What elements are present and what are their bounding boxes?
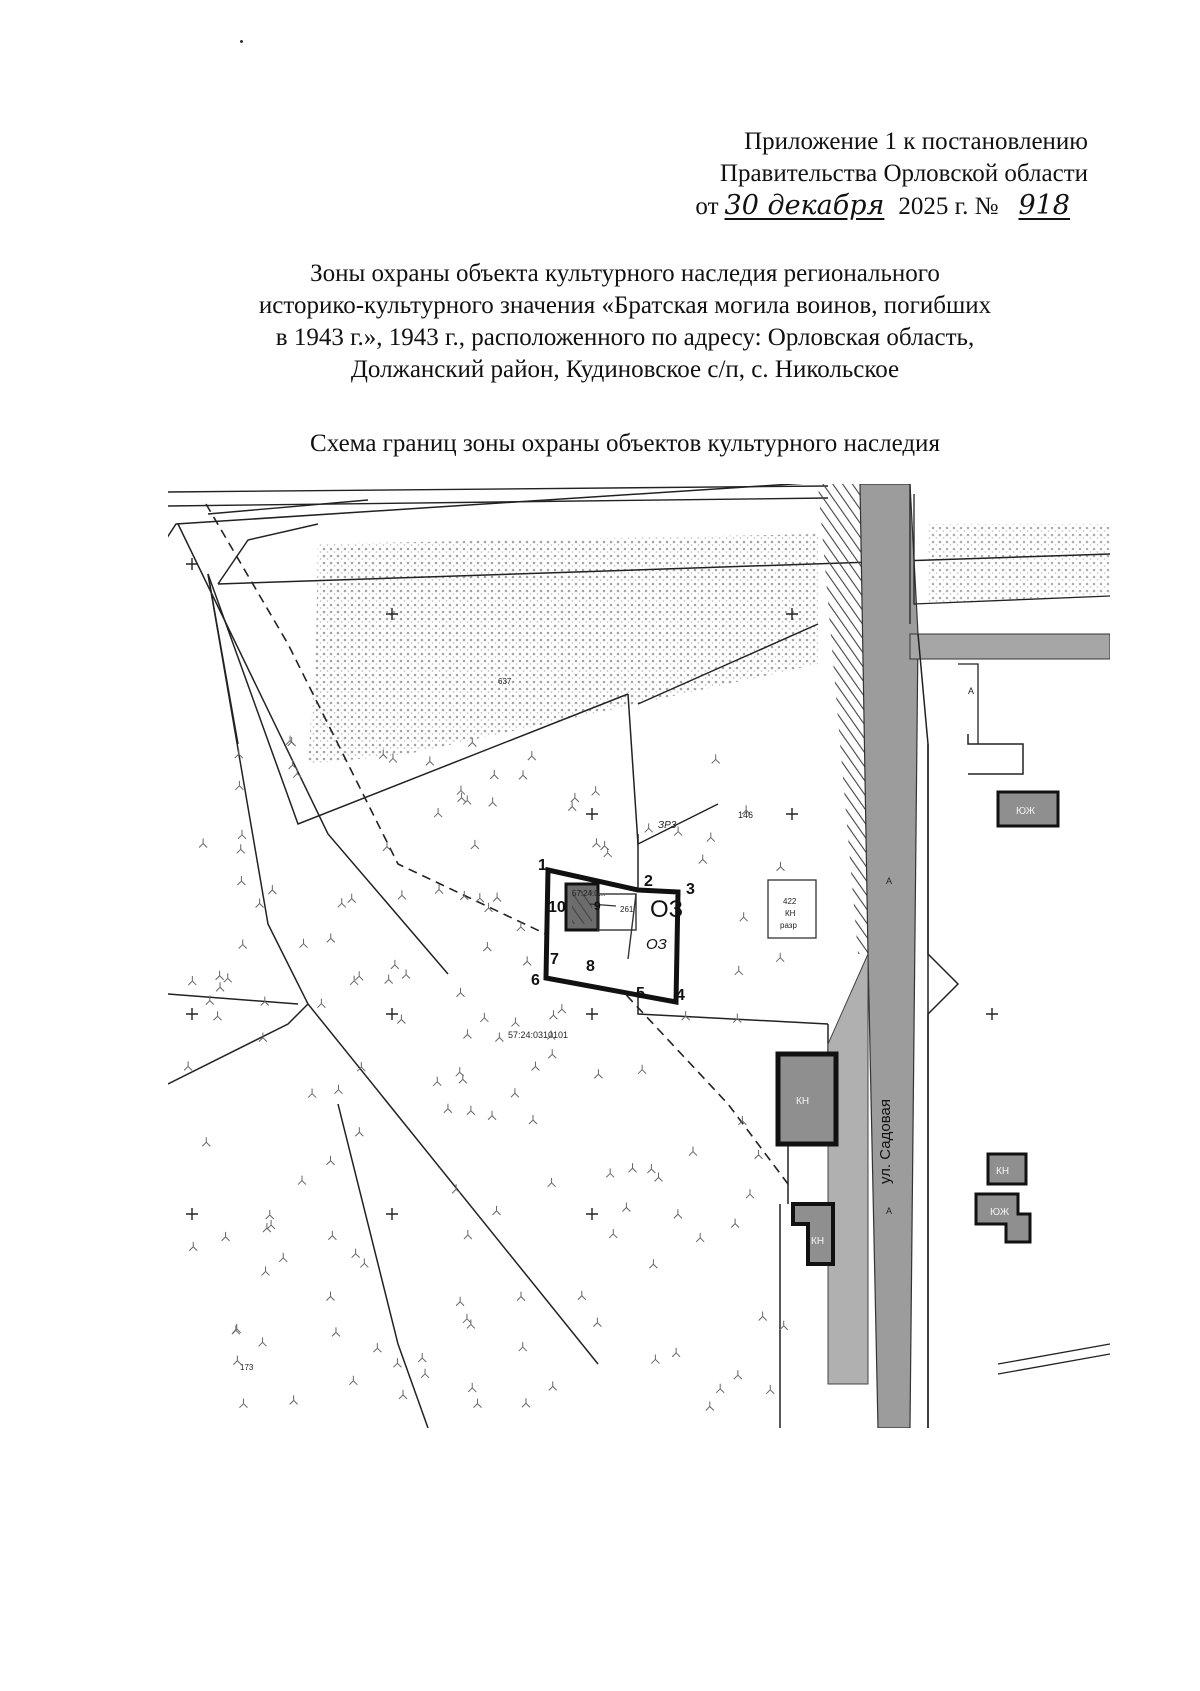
grass-mark: [706, 1402, 714, 1411]
title-line: Должанский район, Кудиновское с/п, с. Никольское: [350, 356, 900, 383]
boundary-map: [168, 484, 1110, 1428]
grass-mark: [433, 1077, 441, 1086]
street-label: ул. Садовая: [877, 1099, 894, 1184]
grass-mark: [647, 1164, 655, 1173]
point-1: 1: [538, 857, 547, 874]
grass-mark: [549, 1010, 557, 1019]
label-a-1: А: [886, 876, 893, 886]
grass-mark: [672, 1348, 680, 1357]
grass-mark: [263, 1223, 271, 1232]
grass-mark: [457, 988, 465, 997]
label-inner-cad: 57:24:0...: [572, 889, 606, 898]
shrub-area-right: [928, 524, 1110, 604]
grass-mark: [464, 1230, 472, 1239]
building-yuzh-right: [976, 792, 1058, 1242]
label-zr3: ЗР3: [658, 820, 677, 831]
grass-mark: [568, 802, 576, 811]
grass-mark: [214, 1011, 222, 1020]
grass-mark: [734, 1370, 742, 1379]
grass-mark: [262, 1266, 270, 1275]
grass-mark: [444, 1104, 452, 1113]
point-7: 7: [550, 951, 559, 968]
grass-mark: [398, 890, 406, 899]
grass-mark: [777, 862, 785, 871]
label-kn-1: КН: [796, 1096, 810, 1107]
grass-mark: [189, 1242, 197, 1251]
grass-mark: [740, 912, 748, 921]
grass-mark: [511, 1017, 519, 1026]
grass-mark: [489, 797, 497, 806]
handwritten-date: 30 декабря: [724, 190, 885, 221]
grass-mark: [549, 1381, 557, 1390]
grass-mark: [493, 893, 501, 902]
point-4: 4: [676, 987, 685, 1004]
title-line: в 1943 г.», 1943 г., расположенного по адресу: Орловская область,: [275, 324, 975, 351]
grass-mark: [558, 1004, 566, 1013]
point-10: 10: [548, 899, 566, 916]
grass-mark: [467, 1319, 475, 1328]
grass-mark: [355, 971, 363, 980]
annex-line-1: Приложение 1 к постановлению: [744, 128, 1088, 155]
grass-mark: [350, 976, 358, 985]
year-text: 2025 г. №: [898, 193, 999, 220]
grass-mark: [511, 1088, 519, 1097]
grass-mark: [638, 1065, 646, 1074]
label-422: 422: [783, 897, 797, 906]
grass-mark: [731, 1219, 739, 1228]
grass-mark: [548, 1178, 556, 1187]
grass-mark: [604, 848, 612, 857]
grass-mark: [327, 933, 335, 942]
main-road: [828, 484, 1110, 1428]
grass-mark: [290, 1395, 298, 1404]
grass-mark: [651, 1354, 659, 1363]
grass-mark: [735, 966, 743, 975]
grass-mark: [222, 1232, 230, 1241]
grass-mark: [467, 1106, 475, 1115]
grass-mark: [393, 1358, 401, 1367]
grass-mark: [199, 838, 207, 847]
grass-mark: [327, 1156, 335, 1165]
grass-mark: [759, 1311, 767, 1320]
grass-mark: [456, 1297, 464, 1306]
zone-label-large: ОЗ: [650, 896, 684, 923]
from-prefix: от: [695, 193, 719, 220]
grass-mark: [435, 885, 443, 894]
label-146: 146: [738, 810, 754, 820]
grass-mark: [385, 975, 393, 984]
point-2: 2: [644, 873, 653, 890]
grass-mark: [326, 1291, 334, 1300]
grass-mark: [434, 808, 442, 817]
label-173: 173: [240, 1363, 254, 1372]
label-kn-2: КН: [811, 1236, 825, 1247]
grass-mark: [548, 1049, 556, 1058]
grass-mark: [594, 1069, 602, 1078]
grass-mark: [232, 1325, 240, 1334]
grass-mark: [519, 770, 527, 779]
grass-mark: [348, 894, 356, 903]
zone-label-small: ОЗ: [646, 936, 667, 953]
annex-line-3: [568, 190, 1088, 223]
grass-mark: [237, 876, 245, 885]
grass-mark: [495, 1032, 503, 1041]
grass-mark: [529, 1115, 537, 1124]
grass-mark: [460, 891, 468, 900]
grass-mark: [707, 833, 715, 842]
grass-mark: [224, 973, 232, 982]
annex-header: [568, 126, 1088, 223]
grass-mark: [766, 1385, 774, 1394]
grass-mark: [352, 1249, 360, 1258]
label-yuzh-1: ЮЖ: [1016, 806, 1036, 817]
grass-mark: [238, 830, 246, 839]
grass-mark: [391, 960, 399, 969]
grass-mark: [202, 1137, 210, 1146]
grass-mark: [480, 1013, 488, 1022]
grass-mark: [328, 1231, 336, 1240]
grass-mark: [696, 1233, 704, 1242]
grass-mark: [592, 838, 600, 847]
grass-mark: [456, 1067, 464, 1076]
grass-mark: [609, 1229, 617, 1238]
grass-mark: [519, 1342, 527, 1351]
grass-mark: [490, 770, 498, 779]
grass-mark: [622, 1202, 630, 1211]
grass-mark: [592, 786, 600, 795]
grass-mark: [629, 1163, 637, 1172]
grass-mark: [338, 898, 346, 907]
title-line: Зоны охраны объекта культурного наследия регионального: [310, 260, 940, 287]
grass-mark: [473, 1399, 481, 1408]
grass-mark: [493, 1206, 501, 1215]
grass-mark: [349, 1376, 357, 1385]
grass-mark: [267, 1220, 275, 1229]
grass-mark: [184, 1061, 192, 1070]
grass-mark: [674, 1209, 682, 1218]
grass-mark: [712, 754, 720, 763]
grass-mark: [188, 976, 196, 985]
grass-mark: [256, 898, 264, 907]
grass-mark: [426, 756, 434, 765]
grass-mark: [463, 1314, 471, 1323]
grass-mark: [755, 1150, 763, 1159]
grass-mark: [268, 885, 276, 894]
label-kn-razr: КН: [785, 909, 796, 918]
grass-mark: [682, 1011, 690, 1020]
grass-mark: [397, 1014, 405, 1023]
label-cadastral: 57:24:0310101: [508, 1030, 569, 1040]
grass-mark: [300, 939, 308, 948]
grass-mark: [655, 1172, 663, 1181]
label-a-3: А: [968, 686, 975, 696]
grass-mark: [259, 1337, 267, 1346]
grass-mark: [606, 1168, 614, 1177]
grass-mark: [517, 1292, 525, 1301]
grass-mark: [593, 1318, 601, 1327]
grass-mark: [216, 971, 224, 980]
grass-mark: [239, 1399, 247, 1408]
grass-mark: [531, 1061, 539, 1070]
grass-marks: [184, 736, 788, 1411]
top-road: [168, 486, 828, 514]
grass-mark: [523, 956, 531, 965]
label-razr: разр: [780, 921, 797, 930]
grass-mark: [649, 1259, 657, 1268]
grass-mark: [237, 844, 245, 853]
point-6: 6: [531, 972, 540, 989]
grass-mark: [235, 781, 243, 790]
grass-mark: [360, 1258, 368, 1267]
grass-mark: [733, 1014, 741, 1023]
grass-mark: [463, 1029, 471, 1038]
building-kn-small: [793, 1204, 833, 1264]
grass-mark: [483, 942, 491, 951]
grass-mark: [571, 793, 579, 802]
grass-mark: [289, 760, 297, 769]
grass-mark: [279, 1253, 287, 1262]
label-261: 261: [620, 905, 634, 914]
grass-mark: [293, 769, 301, 778]
road-ramp: [818, 484, 868, 954]
grass-mark: [216, 982, 224, 991]
grass-mark: [776, 953, 784, 962]
grass-mark: [383, 842, 391, 851]
label-kn-3: КН: [996, 1166, 1010, 1177]
grass-mark: [780, 1321, 788, 1330]
grass-mark: [334, 1085, 342, 1094]
grass-mark: [488, 1111, 496, 1120]
grass-mark: [522, 1398, 530, 1407]
grass-mark: [468, 1383, 476, 1392]
grass-mark: [578, 1291, 586, 1300]
label-a-2: А: [886, 1206, 893, 1216]
grass-mark: [645, 823, 653, 832]
grass-mark: [457, 786, 465, 795]
grass-mark: [418, 1353, 426, 1362]
grass-mark: [266, 1210, 274, 1219]
grass-mark: [317, 999, 325, 1008]
label-yuzh-2: ЮЖ: [990, 1207, 1010, 1218]
grass-mark: [528, 751, 536, 760]
grass-mark: [402, 970, 410, 979]
grass-mark: [298, 1176, 306, 1185]
grass-mark: [239, 940, 247, 949]
map-canvas: [168, 484, 1110, 1428]
grass-mark: [699, 855, 707, 864]
document-title: [160, 258, 1090, 386]
shrub-area: [308, 534, 818, 764]
grass-mark: [355, 1127, 363, 1136]
grass-mark: [308, 1089, 316, 1098]
point-5: 5: [636, 985, 645, 1002]
point-3: 3: [686, 881, 695, 898]
grass-mark: [471, 840, 479, 849]
grass-mark: [332, 1327, 340, 1336]
grass-mark: [399, 1390, 407, 1399]
handwritten-number: 918: [1018, 190, 1070, 221]
grass-mark: [476, 893, 484, 902]
grass-mark: [373, 1343, 381, 1352]
scheme-title: Схема границ зоны охраны объектов культурного наследия: [310, 430, 940, 457]
grass-mark: [689, 1147, 697, 1156]
annex-line-2: Правительства Орловской области: [719, 160, 1088, 187]
label-637: 637: [498, 677, 512, 686]
grass-mark: [746, 1189, 754, 1198]
grass-mark: [716, 1384, 724, 1393]
title-line: историко-культурного значения «Братская могила воинов, погибших: [258, 292, 992, 319]
grass-mark: [421, 1369, 429, 1378]
point-9: 9: [594, 899, 601, 913]
point-8: 8: [586, 958, 595, 975]
scan-speck: [240, 40, 243, 43]
grass-mark: [452, 1184, 460, 1193]
